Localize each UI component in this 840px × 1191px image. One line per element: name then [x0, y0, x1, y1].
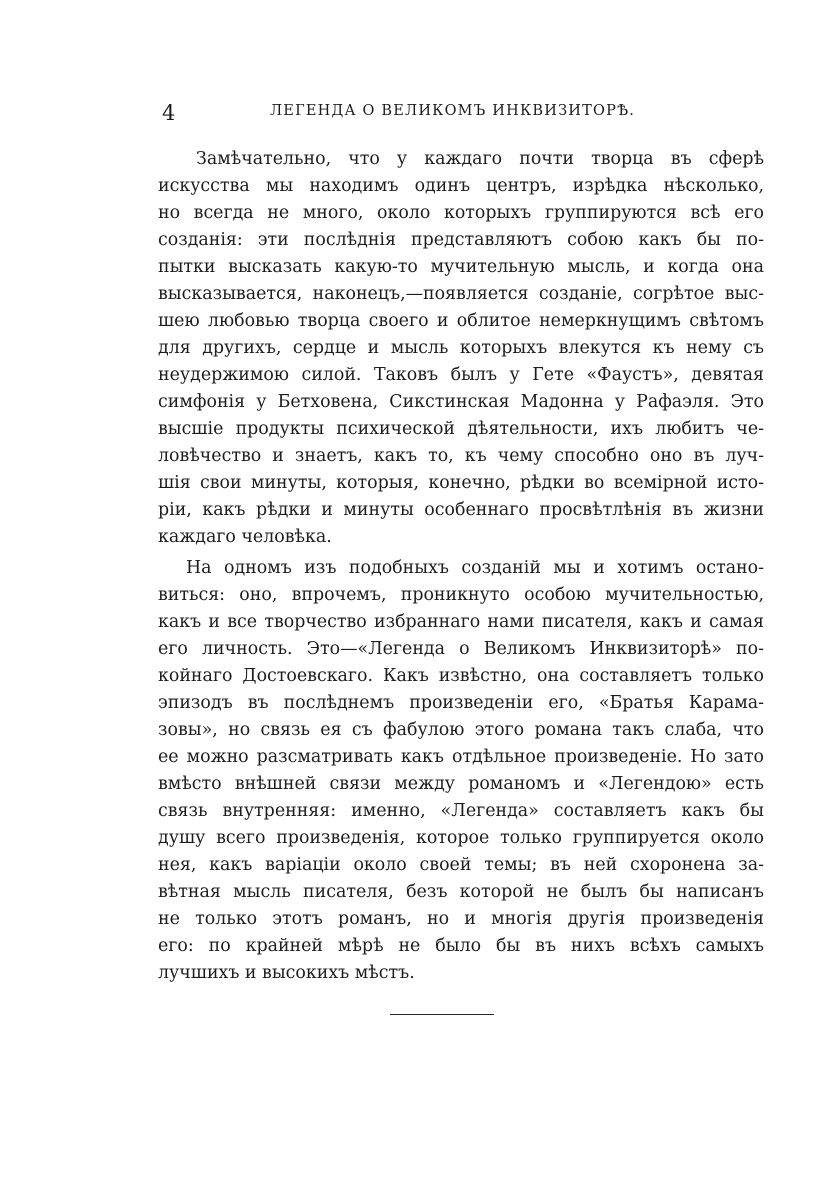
section-end-rule — [390, 1014, 494, 1015]
page-number: 4 — [162, 101, 176, 125]
text-line: для другихъ, сердце и мысль которыхъ влекутся къ нему съ — [158, 338, 764, 358]
text-line: вмѣсто внѣшней связи между романомъ и «Легендою» есть — [158, 774, 764, 794]
text-line: симфонія у Бетховена, Сикстинская Мадонна у Рафаэля. Это — [158, 392, 764, 412]
text-line: шею любовью творца своего и облитое немеркнущимъ свѣтомъ — [158, 311, 764, 331]
text-line: Замѣчательно, что у каждаго почти творца въ сферѣ — [196, 149, 764, 169]
text-line: высказывается, наконецъ,—появляется созданіе, согрѣтое выс- — [158, 284, 764, 304]
text-line: ее можно разсматривать какъ отдѣльное произведеніе. Но зато — [158, 747, 764, 767]
text-line: На одномъ изъ подобныхъ созданій мы и хотимъ остано- — [186, 558, 764, 578]
text-line: виться: оно, впрочемъ, проникнуто особою мучительностью, — [158, 585, 764, 605]
text-line: душу всего произведенія, которое только группируется около — [158, 828, 764, 848]
text-line: какъ и все творчество избраннаго нами писателя, какъ и самая — [158, 612, 764, 632]
text-line: созданія: эти послѣднія представляютъ собою какъ бы по- — [158, 230, 764, 250]
text-line: ріи, какъ рѣдки и минуты особеннаго просвѣтлѣнія въ жизни — [158, 500, 764, 520]
text-line: высшіе продукты психической дѣятельности, ихъ любитъ че- — [158, 419, 764, 439]
text-line: нея, какъ варіаціи около своей темы; въ ней схоронена за- — [158, 855, 764, 875]
text-line: искусства мы находимъ одинъ центръ, изрѣдка нѣсколько, — [158, 176, 764, 196]
text-line: койнаго Достоевскаго. Какъ извѣстно, она составляетъ только — [158, 666, 764, 686]
text-line: шія свои минуты, которыя, конечно, рѣдки во всемірной исто- — [158, 473, 764, 493]
text-line: связь внутренняя: именно, «Легенда» составляетъ какъ бы — [158, 801, 764, 821]
text-line: ловѣчество и знаетъ, какъ то, къ чему способно оно въ луч- — [158, 446, 764, 466]
text-line: но всегда не много, около которыхъ группируются всѣ его — [158, 203, 764, 223]
text-line: его: по крайней мѣрѣ не было бы въ нихъ всѣхъ самыхъ — [158, 936, 764, 956]
text-line: каждаго человѣка. — [158, 527, 332, 547]
text-line: зовы», но связь ея съ фабулою этого романа такъ слаба, что — [158, 720, 764, 740]
text-line: неудержимою силой. Таковъ былъ у Гете «Фаустъ», девятая — [158, 365, 764, 385]
text-line: пытки высказать какую-то мучительную мысль, и когда она — [158, 257, 764, 277]
text-line: не только этотъ романъ, но и многія другія произведенія — [158, 909, 764, 929]
text-line: его личность. Это—«Легенда о Великомъ Инквизиторѣ» по- — [158, 639, 764, 659]
text-line: эпизодъ въ послѣднемъ произведеніи его, «Братья Карама- — [158, 693, 764, 713]
text-line: лучшихъ и высокихъ мѣстъ. — [158, 963, 415, 983]
text-line: вѣтная мысль писателя, безъ которой не былъ бы написанъ — [158, 882, 764, 902]
running-title: ЛЕГЕНДА О ВЕЛИКОМЪ ИНКВИЗИТОРѢ. — [270, 103, 636, 119]
